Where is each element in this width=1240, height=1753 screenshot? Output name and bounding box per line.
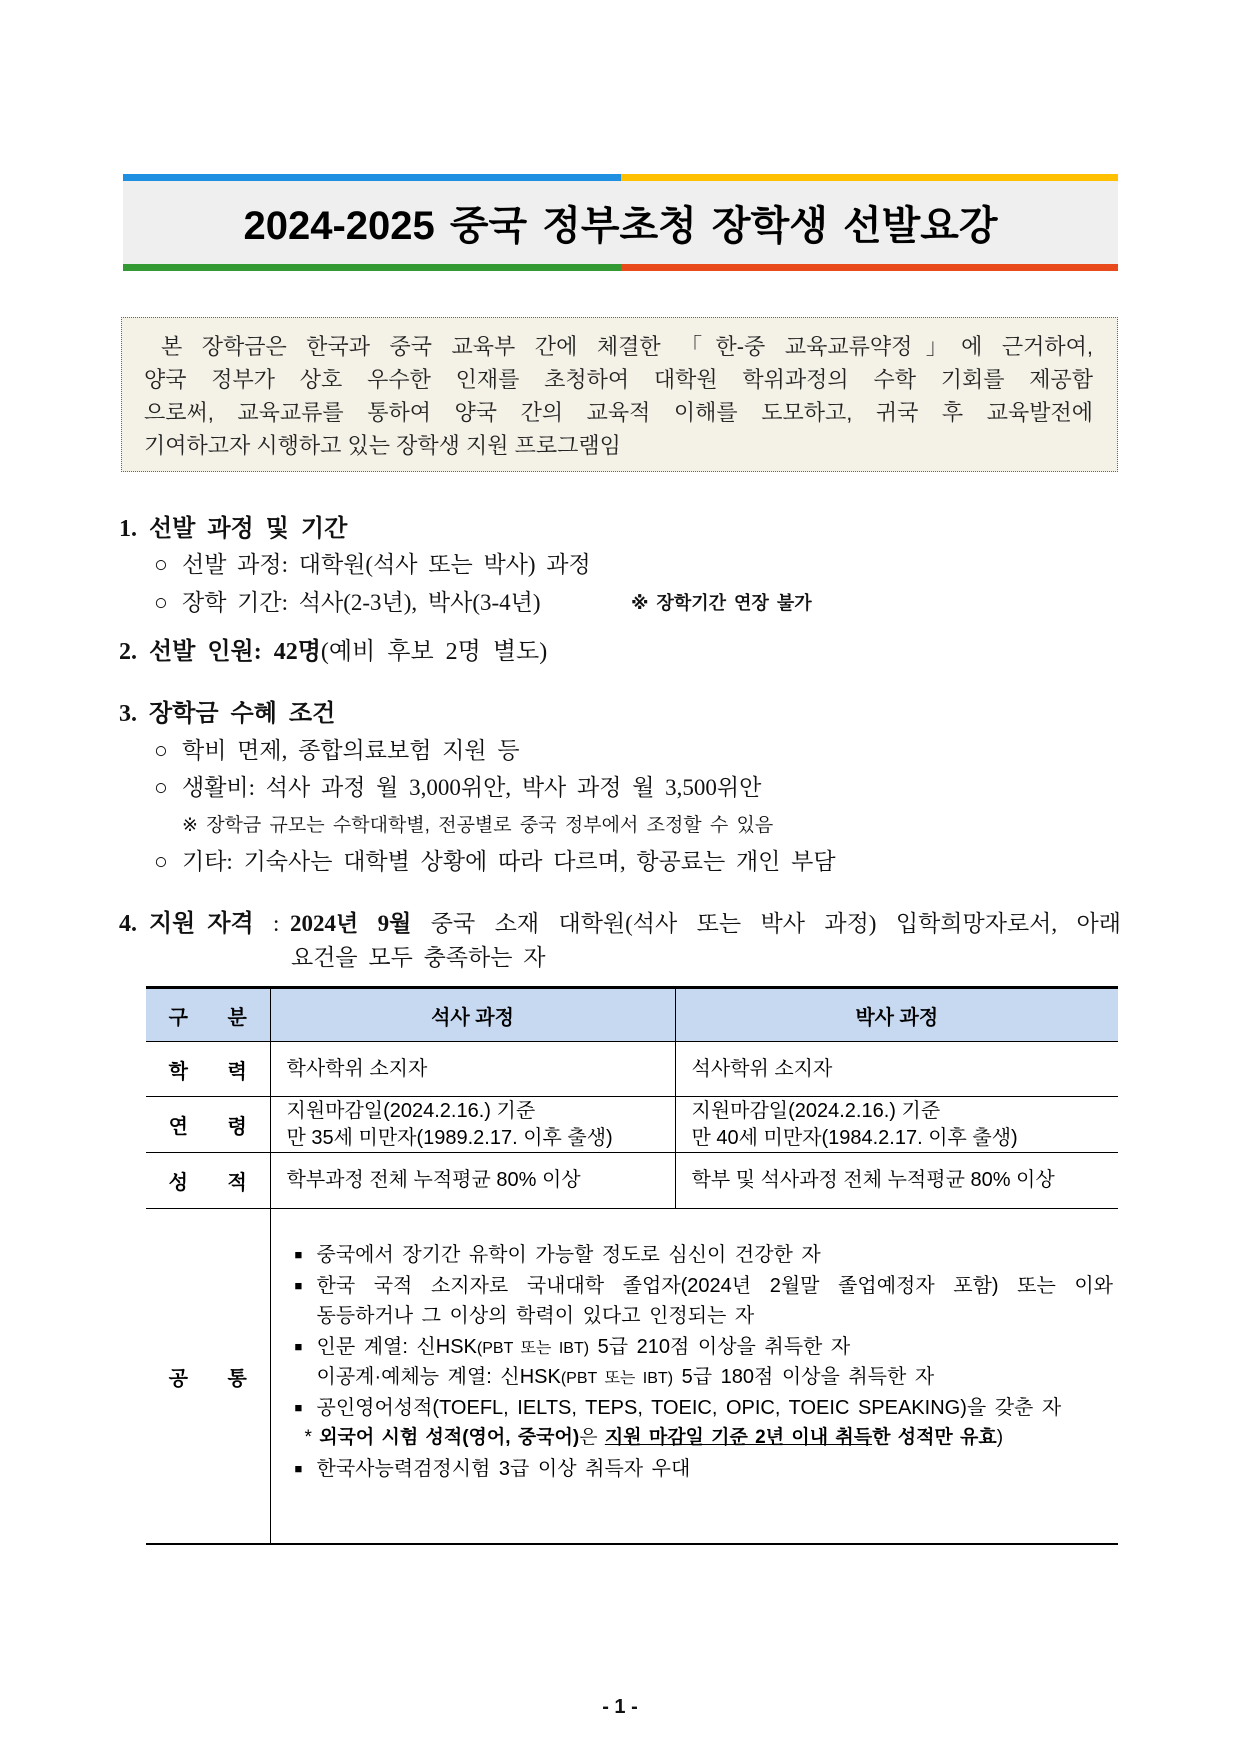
page-number: - 1 -: [602, 1696, 638, 1718]
page-title: 2024-2025 중국 정부초청 장학생 선발요강: [243, 204, 998, 248]
item-text: 5급 210점 이상을 취득한 자: [589, 1335, 851, 1358]
circle-bullet-icon: ○: [154, 775, 168, 800]
masters-cell: [270, 1042, 675, 1097]
item-text: 기타: 기숙사는 대학별 상황에 따라 다르며, 항공료는 개인 부담: [182, 849, 836, 874]
row-label: 성 적: [146, 1153, 270, 1209]
item-text: 생활비: 석사 과정 월 3,000위안, 박사 과정 월 3,500위안: [182, 775, 762, 800]
section4-text: 중국 소재 대학원(석사 또는 박사 과정) 입학희망자로서, 아래: [430, 911, 1121, 936]
title-bottom-rule: [123, 264, 1118, 271]
title-top-rule-right: [621, 174, 1119, 181]
header-masters: 석사 과정: [270, 988, 675, 1042]
intro-line: 기여하고자 시행하고 있는 장학생 지원 프로그램임: [144, 433, 621, 458]
note-text: 지원 마감일 기준 2년 이내 취득: [604, 1427, 873, 1448]
row-label: 연 령: [146, 1097, 270, 1153]
item-text: 한국사능력검정시험 3급 이상 취득자 우대: [316, 1457, 691, 1480]
section4-separator: :: [273, 911, 280, 936]
square-bullet-icon: ■: [294, 1277, 303, 1293]
note-marker: *: [304, 1427, 312, 1448]
common-item-hsk: [295, 1332, 1114, 1393]
common-item-korean-history: [295, 1454, 1114, 1485]
intro-line: 양국 정부가 상호 우수한 인재를 초청하여 대학원 학위과정의 수학 기회를 제공함: [144, 367, 1093, 392]
section3-item-other: [154, 845, 836, 879]
common-item-english: [295, 1393, 1114, 1424]
section2-count: 42명: [273, 639, 321, 665]
common-item-nationality: [295, 1271, 1114, 1332]
section3-item-living-cost: [154, 771, 761, 805]
cell-text: 학부 및 석사과정 전체 누적평균 80% 이상: [691, 1169, 1055, 1191]
exam-type: (PBT 또는 IBT): [560, 1370, 674, 1387]
circle-bullet-icon: ○: [154, 849, 168, 874]
cell-text: 학부과정 전체 누적평균 80% 이상: [286, 1169, 581, 1191]
header-doctoral: 박사 과정: [675, 988, 1118, 1042]
common-requirements-cell: [270, 1209, 1118, 1545]
cell-text: 석사학위 소지자: [691, 1057, 833, 1080]
cell-text: 만 35세 미만자(1989.2.17. 이후 출생): [286, 1126, 613, 1149]
eligibility-table: [146, 986, 1118, 1545]
item-text: 중국에서 장기간 유학이 가능할 정도로 심신이 건강한 자: [316, 1244, 821, 1266]
language-score-validity-note: [305, 1423, 1114, 1454]
item-text: 선발 과정: 대학원(석사 또는 박사) 과정: [182, 552, 591, 577]
item-text: 인문 계열: 신HSK: [316, 1335, 477, 1358]
table-row-age: [146, 1097, 1118, 1153]
doctoral-cell: [675, 1042, 1118, 1097]
title-bottom-rule-right: [621, 264, 1119, 271]
table-header-row: [146, 988, 1118, 1042]
item-text: 학비 면제, 종합의료보험 지원 등: [182, 738, 520, 763]
title-banner: [123, 181, 1118, 264]
masters-cell: [270, 1097, 675, 1153]
item-text: 동등하거나 그 이상의 학력이 있다고 인정되는 자: [316, 1305, 755, 1327]
item-text: 공인영어성적(TOEFL, IELTS, TEPS, TOEIC, OPIC, TOEIC SPEAKING)을 갖춘 자: [316, 1396, 1062, 1419]
item-text: 이공계·예체능 계열: 신HSK: [316, 1366, 561, 1388]
exam-type: (PBT 또는 IBT): [476, 1339, 590, 1357]
square-bullet-icon: ■: [294, 1338, 303, 1354]
section2-label: 2. 선발 인원:: [119, 639, 262, 665]
note-text: 한 성적만 유효: [872, 1427, 997, 1448]
intro-box: [121, 317, 1118, 472]
section1-item-course: [154, 548, 591, 582]
section4-label: 4. 지원 자격: [119, 911, 254, 937]
section1-note: ※ 장학기간 연장 불가: [631, 593, 812, 613]
hsk-humanities: [317, 1332, 1114, 1363]
item-text: 5급 180점 이상을 취득한 자: [673, 1366, 935, 1388]
table-row-common: [146, 1209, 1118, 1545]
header-category: 구 분: [146, 988, 270, 1042]
section4-date: 2024년 9월: [290, 911, 412, 936]
row-label: 공 통: [146, 1209, 270, 1545]
hsk-science: [317, 1362, 1114, 1393]
item-text: 장학 기간: 석사(2-3년), 박사(3-4년): [182, 590, 541, 615]
section1-item-period: [154, 586, 541, 620]
item-text: 한국 국적 소지자로 국내대학 졸업자(2024년 2월말 졸업예정자 포함) 또는 이와: [316, 1274, 1113, 1297]
title-top-rule: [123, 174, 1118, 181]
doctoral-cell: [675, 1153, 1118, 1209]
note-text: 은: [579, 1427, 598, 1448]
section4-line2: 요건을 모두 충족하는 자: [291, 945, 546, 970]
section2-selection-count: [119, 635, 547, 669]
section4-line1: [290, 907, 1121, 941]
intro-line: 으로써, 교육교류를 통하여 양국 간의 교육적 이해를 도모하고, 귀국 후 교육발전에: [144, 400, 1093, 425]
table-row-education: [146, 1042, 1118, 1097]
title-top-rule-left: [123, 174, 621, 181]
cell-text: 지원마감일(2024.2.16.) 기준: [286, 1099, 536, 1122]
note-text: 외국어 시험 성적(영어, 중국어): [319, 1427, 580, 1448]
cell-text: 만 40세 미만자(1984.2.17. 이후 출생): [691, 1126, 1018, 1149]
square-bullet-icon: ■: [294, 1247, 303, 1262]
section1-heading: 1. 선발 과정 및 기간: [119, 516, 348, 542]
note-text: ): [996, 1427, 1004, 1448]
title-bottom-rule-left: [123, 264, 621, 271]
circle-bullet-icon: ○: [154, 738, 168, 763]
square-bullet-icon: ■: [294, 1460, 303, 1476]
doctoral-cell: [675, 1097, 1118, 1153]
circle-bullet-icon: ○: [154, 552, 168, 577]
section3-heading: 3. 장학금 수혜 조건: [119, 701, 336, 727]
table-row-grades: [146, 1153, 1118, 1209]
cell-text: 지원마감일(2024.2.16.) 기준: [691, 1099, 941, 1122]
masters-cell: [270, 1153, 675, 1209]
circle-bullet-icon: ○: [154, 590, 168, 615]
section2-detail: (예비 후보 2명 별도): [320, 639, 548, 665]
common-item-health: [295, 1240, 1114, 1271]
intro-line: 본 장학금은 한국과 중국 교육부 간에 체결한 「한-중 교육교류약정」에 근거하여,: [161, 334, 1093, 359]
row-label: 학 력: [146, 1042, 270, 1097]
section3-item-tuition: [154, 734, 520, 768]
cell-text: 학사학위 소지자: [286, 1057, 428, 1080]
section3-note: ※ 장학금 규모는 수학대학별, 전공별로 중국 정부에서 조정할 수 있음: [182, 815, 774, 836]
square-bullet-icon: ■: [294, 1399, 303, 1415]
